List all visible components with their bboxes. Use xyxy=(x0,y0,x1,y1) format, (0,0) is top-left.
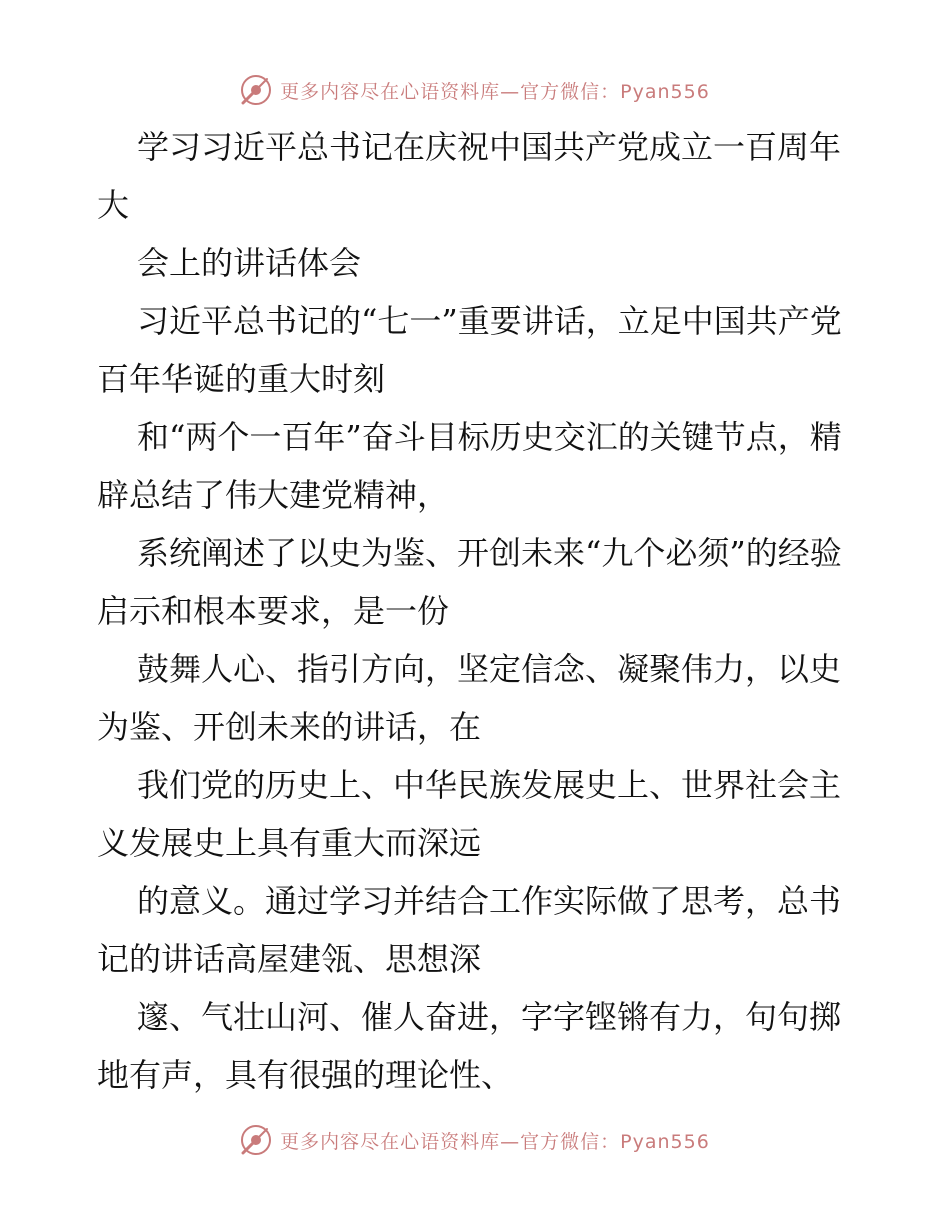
paragraph-line: 邃、气壮山河、催人奋进，字字铿锵有力，句句掷地有声，具有很强的理论性、 xyxy=(97,998,842,1094)
paragraph-line: 的意义。通过学习并结合工作实际做了思考，总书记的讲话高屋建瓴、思想深 xyxy=(97,882,842,978)
paragraph-line: 系统阐述了以史为鉴、开创未来“九个必须”的经验启示和根本要求，是一份 xyxy=(97,534,842,630)
paragraph-line: 和“两个一百年”奋斗目标历史交汇的关键节点，精辟总结了伟大建党精神， xyxy=(97,418,842,514)
feather-pen-logo-icon xyxy=(240,74,272,106)
title-line-1: 学习习近平总书记在庆祝中国共产党成立一百周年大 xyxy=(97,128,842,224)
paragraph-line: 我们党的历史上、中华民族发展史上、世界社会主义发展史上具有重大而深远 xyxy=(97,766,842,862)
paragraph-line: 习近平总书记的“七一”重要讲话，立足中国共产党百年华诞的重大时刻 xyxy=(97,302,842,398)
feather-pen-logo-icon xyxy=(240,1124,272,1156)
watermark-header xyxy=(0,70,950,110)
document-body xyxy=(97,118,857,1104)
paragraph-line: 鼓舞人心、指引方向，坚定信念、凝聚伟力，以史为鉴、开创未来的讲话，在 xyxy=(97,650,842,746)
watermark-footer xyxy=(0,1120,950,1160)
watermark-text: 更多内容尽在心语资料库—官方微信：Pyan556 xyxy=(280,80,710,103)
title-line-2: 会上的讲话体会 xyxy=(137,244,362,282)
watermark-text: 更多内容尽在心语资料库—官方微信：Pyan556 xyxy=(280,1130,710,1153)
